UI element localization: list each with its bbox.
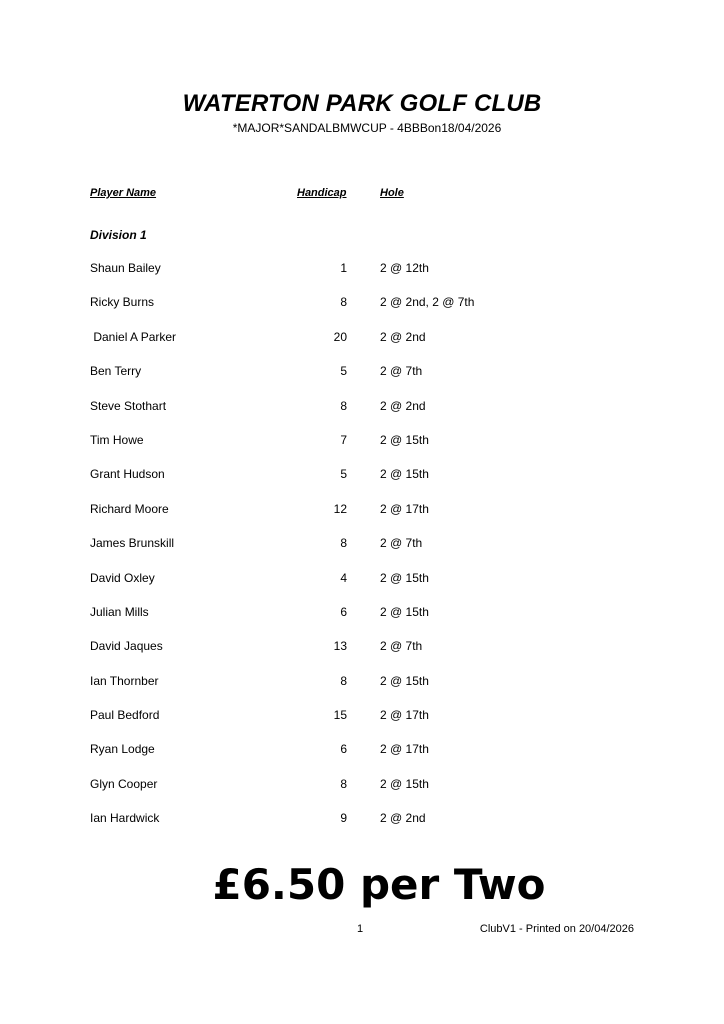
player-hole: 2 @ 2nd <box>380 329 426 344</box>
player-name: Ian Thornber <box>90 673 159 688</box>
player-row <box>0 776 724 810</box>
player-row <box>0 260 724 294</box>
price-banner: £6.50 per Two <box>212 860 546 909</box>
player-name: Shaun Bailey <box>90 261 161 275</box>
player-handicap: 20 <box>333 329 347 344</box>
player-handicap: 9 <box>340 811 347 826</box>
player-row <box>0 638 724 672</box>
player-handicap: 5 <box>340 467 347 482</box>
player-hole: 2 @ 12th <box>380 261 429 275</box>
player-row <box>0 741 724 775</box>
player-hole: 2 @ 15th <box>380 604 429 619</box>
player-name: Julian Mills <box>90 604 149 619</box>
player-name: Ryan Lodge <box>90 742 155 757</box>
player-handicap: 8 <box>340 536 347 551</box>
player-handicap: 8 <box>340 776 347 791</box>
player-handicap: 8 <box>340 673 347 688</box>
player-handicap: 4 <box>340 570 347 585</box>
player-hole: 2 @ 15th <box>380 776 429 791</box>
player-hole: 2 @ 15th <box>380 432 429 447</box>
player-hole: 2 @ 15th <box>380 570 429 585</box>
player-name: Richard Moore <box>90 501 169 516</box>
player-row <box>0 294 724 328</box>
player-handicap: 12 <box>333 501 347 516</box>
player-handicap: 7 <box>340 432 347 447</box>
player-name: David Jaques <box>90 639 163 654</box>
club-title: WATERTON PARK GOLF CLUB <box>182 90 542 117</box>
player-hole: 2 @ 15th <box>380 467 429 482</box>
player-hole: 2 @ 17th <box>380 501 429 516</box>
player-row <box>0 501 724 535</box>
player-name: Steve Stothart <box>90 398 167 413</box>
player-hole: 2 @ 2nd <box>380 811 426 826</box>
player-hole: 2 @ 17th <box>380 742 429 757</box>
player-row <box>0 570 724 604</box>
player-hole: 2 @ 7th <box>380 639 423 654</box>
player-handicap: 15 <box>333 708 347 723</box>
player-hole: 2 @ 2nd <box>380 398 426 413</box>
player-handicap: 13 <box>333 639 347 654</box>
player-name: Tim Howe <box>90 432 144 447</box>
player-row <box>0 810 724 844</box>
column-header-handicap: Handicap <box>297 187 347 199</box>
player-hole: 2 @ 15th <box>380 673 429 688</box>
player-name: James Brunskill <box>90 536 175 551</box>
column-header-player-name: Player Name <box>90 187 157 199</box>
player-handicap: 6 <box>340 742 347 757</box>
player-handicap: 8 <box>340 398 347 413</box>
player-name: David Oxley <box>90 570 155 585</box>
player-handicap: 5 <box>340 364 347 379</box>
player-list <box>0 260 724 845</box>
player-row <box>0 398 724 432</box>
player-name: Paul Bedford <box>90 708 160 723</box>
print-info: ClubV1 - Printed on 20/04/2026 <box>479 923 634 935</box>
column-header-hole: Hole <box>380 187 404 199</box>
player-hole: 2 @ 7th <box>380 536 423 551</box>
player-name: Glyn Cooper <box>90 776 158 791</box>
player-row <box>0 535 724 569</box>
player-row <box>0 604 724 638</box>
player-name: Grant Hudson <box>90 467 165 482</box>
player-row <box>0 363 724 397</box>
player-hole: 2 @ 7th <box>380 364 423 379</box>
player-handicap: 6 <box>340 604 347 619</box>
player-row <box>0 673 724 707</box>
player-hole: 2 @ 17th <box>380 708 429 723</box>
player-row <box>0 432 724 466</box>
player-handicap: 1 <box>340 261 347 275</box>
player-row <box>0 707 724 741</box>
player-name: Daniel A Parker <box>90 329 177 344</box>
player-row <box>0 466 724 500</box>
player-name: Ian Hardwick <box>90 811 160 826</box>
player-row <box>0 329 724 363</box>
player-handicap: 8 <box>340 295 347 310</box>
page-number: 1 <box>357 923 364 935</box>
player-hole: 2 @ 2nd, 2 @ 7th <box>380 295 475 310</box>
player-name: Ricky Burns <box>90 295 155 310</box>
player-name: Ben Terry <box>90 364 142 379</box>
competition-subtitle: *MAJOR*SANDALBMWCUP - 4BBBon18/04/2026 <box>232 121 502 135</box>
division-label: Division 1 <box>90 228 147 242</box>
